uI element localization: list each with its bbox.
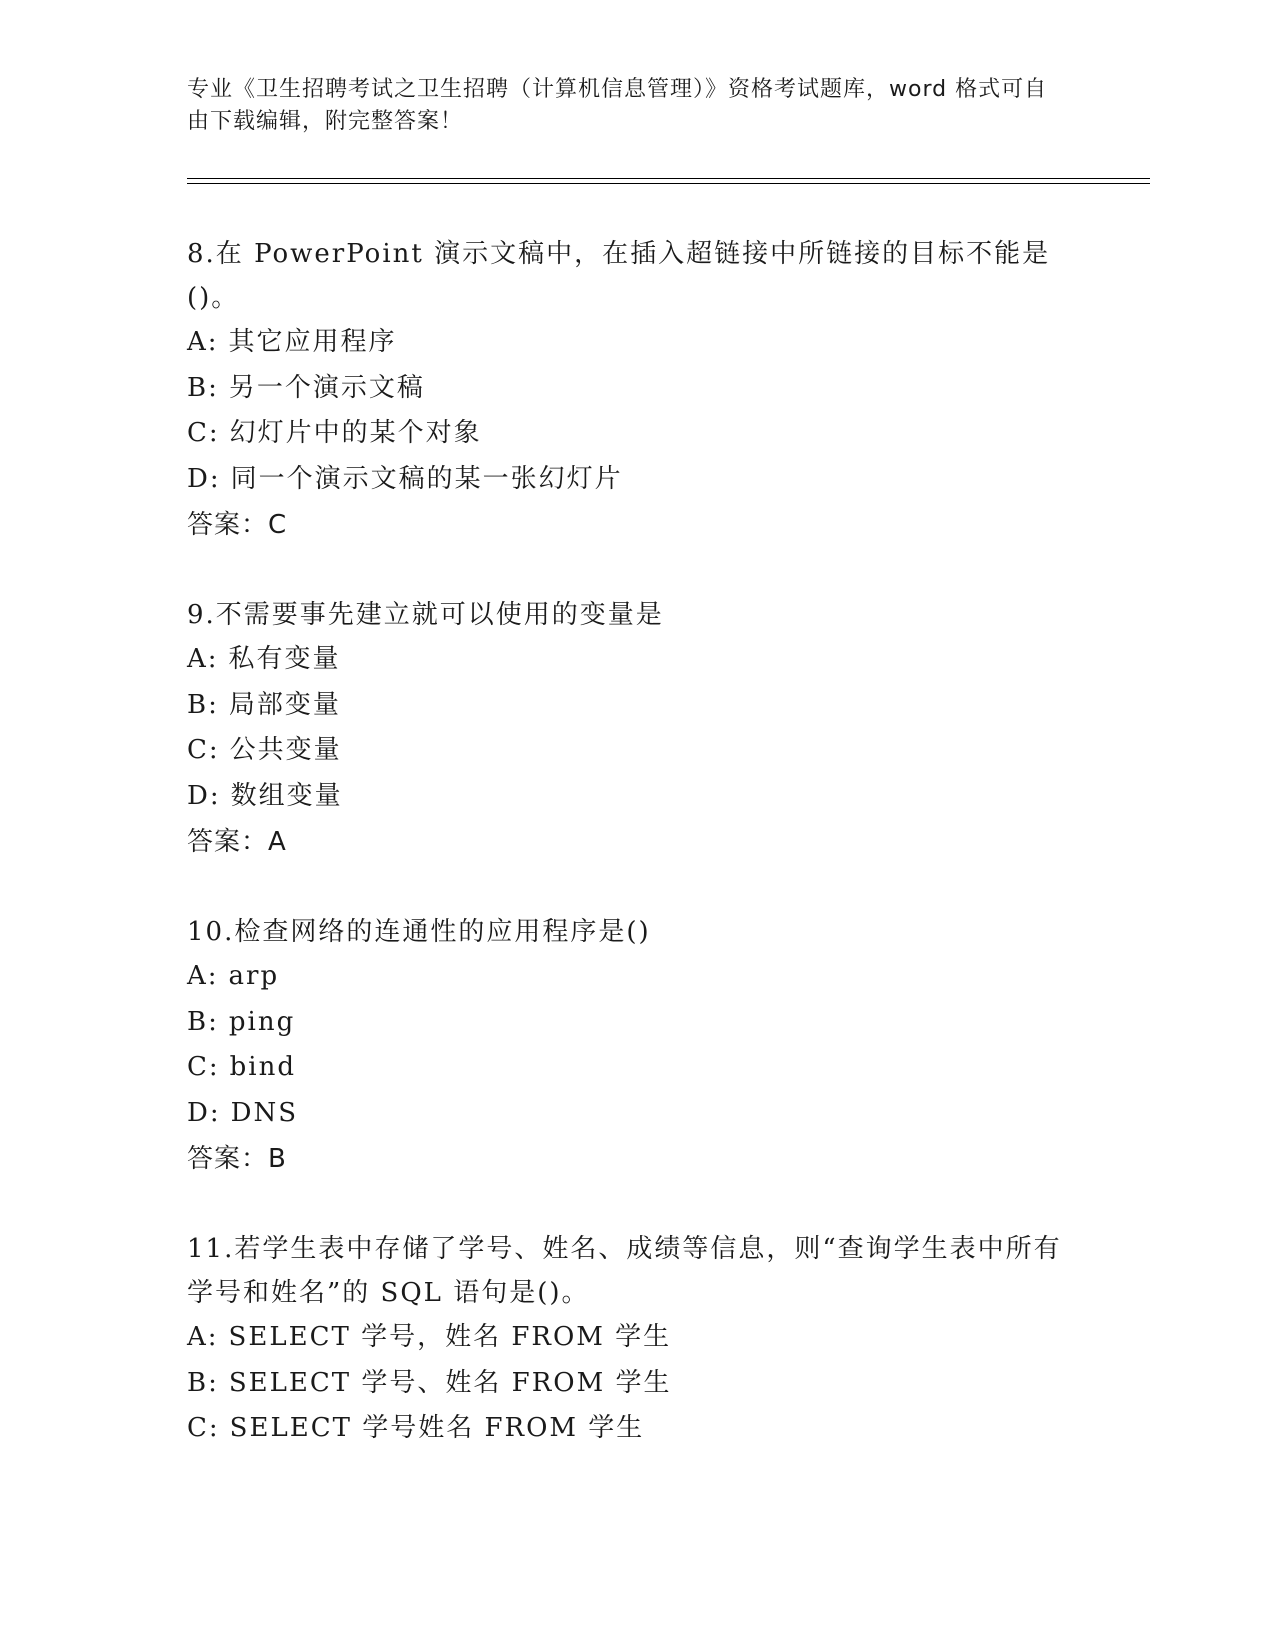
- option-text: 另一个演示文稿: [228, 372, 425, 403]
- option-text: 幻灯片中的某个对象: [229, 418, 482, 448]
- answer-line: 答案：B: [187, 1144, 287, 1174]
- option-text: 私有变量: [228, 644, 341, 674]
- question-stem: 11.若学生表中存储了学号、姓名、成绩等信息，则“查询学生表中所有学号和姓名”的 SQL 语句是()。: [187, 1234, 1062, 1308]
- option-text: ping: [228, 1006, 296, 1037]
- option-c: [187, 1406, 1087, 1452]
- answer-line: 答案：C: [187, 510, 288, 540]
- header-divider-bottom: [187, 183, 1150, 184]
- option-text: bind: [229, 1052, 297, 1082]
- option-text: 局部变量: [228, 689, 341, 720]
- question-8: [187, 232, 1087, 548]
- option-letter: B:: [187, 689, 219, 720]
- option-a: [187, 1315, 1087, 1361]
- question-stem: 10.检查网络的连通性的应用程序是(): [187, 917, 651, 947]
- option-letter: B:: [187, 1367, 219, 1398]
- option-letter: A:: [187, 961, 219, 991]
- option-letter: C:: [187, 1052, 220, 1082]
- option-letter: D:: [187, 780, 221, 811]
- option-letter: D:: [187, 1097, 221, 1128]
- option-text: SELECT 学号，姓名 FROM 学生: [228, 1322, 672, 1352]
- option-letter: C:: [187, 418, 220, 448]
- option-c: [187, 411, 1087, 457]
- answer-line: 答案：A: [187, 827, 287, 857]
- option-text: 其它应用程序: [228, 327, 397, 357]
- option-text: arp: [228, 961, 280, 991]
- option-letter: C:: [187, 1413, 220, 1443]
- document-header: 专业《卫生招聘考试之卫生招聘（计算机信息管理）》资格考试题库，word 格式可自由下载编辑，附完整答案！: [187, 77, 1048, 134]
- option-c: [187, 728, 1087, 774]
- option-text: 公共变量: [229, 735, 342, 765]
- option-letter: C:: [187, 735, 220, 765]
- option-letter: B:: [187, 1006, 219, 1037]
- option-text: SELECT 学号、姓名 FROM 学生: [228, 1367, 672, 1398]
- option-letter: B:: [187, 372, 219, 403]
- option-letter: A:: [187, 1322, 219, 1352]
- question-9: [187, 593, 1087, 865]
- option-d: [187, 457, 1087, 503]
- option-text: 同一个演示文稿的某一张幻灯片: [230, 463, 623, 494]
- option-a: [187, 320, 1087, 366]
- option-text: 数组变量: [230, 780, 343, 811]
- option-b: [187, 1361, 1087, 1407]
- option-letter: A:: [187, 327, 219, 357]
- option-b: [187, 683, 1087, 729]
- option-text: SELECT 学号姓名 FROM 学生: [229, 1413, 645, 1443]
- option-d: [187, 1091, 1087, 1137]
- option-text: DNS: [230, 1097, 299, 1128]
- header-divider-top: [187, 178, 1150, 179]
- question-stem: 8.在 PowerPoint 演示文稿中，在插入超链接中所链接的目标不能是()。: [187, 239, 1051, 313]
- option-c: [187, 1045, 1087, 1091]
- option-d: [187, 774, 1087, 820]
- question-10: [187, 910, 1087, 1182]
- option-letter: A:: [187, 644, 219, 674]
- option-b: [187, 366, 1087, 412]
- option-b: [187, 1000, 1087, 1046]
- question-list: [187, 232, 1087, 1497]
- question-11: [187, 1227, 1087, 1452]
- option-a: [187, 954, 1087, 1000]
- option-letter: D:: [187, 463, 221, 494]
- question-stem: 9.不需要事先建立就可以使用的变量是: [187, 600, 664, 630]
- option-a: [187, 637, 1087, 683]
